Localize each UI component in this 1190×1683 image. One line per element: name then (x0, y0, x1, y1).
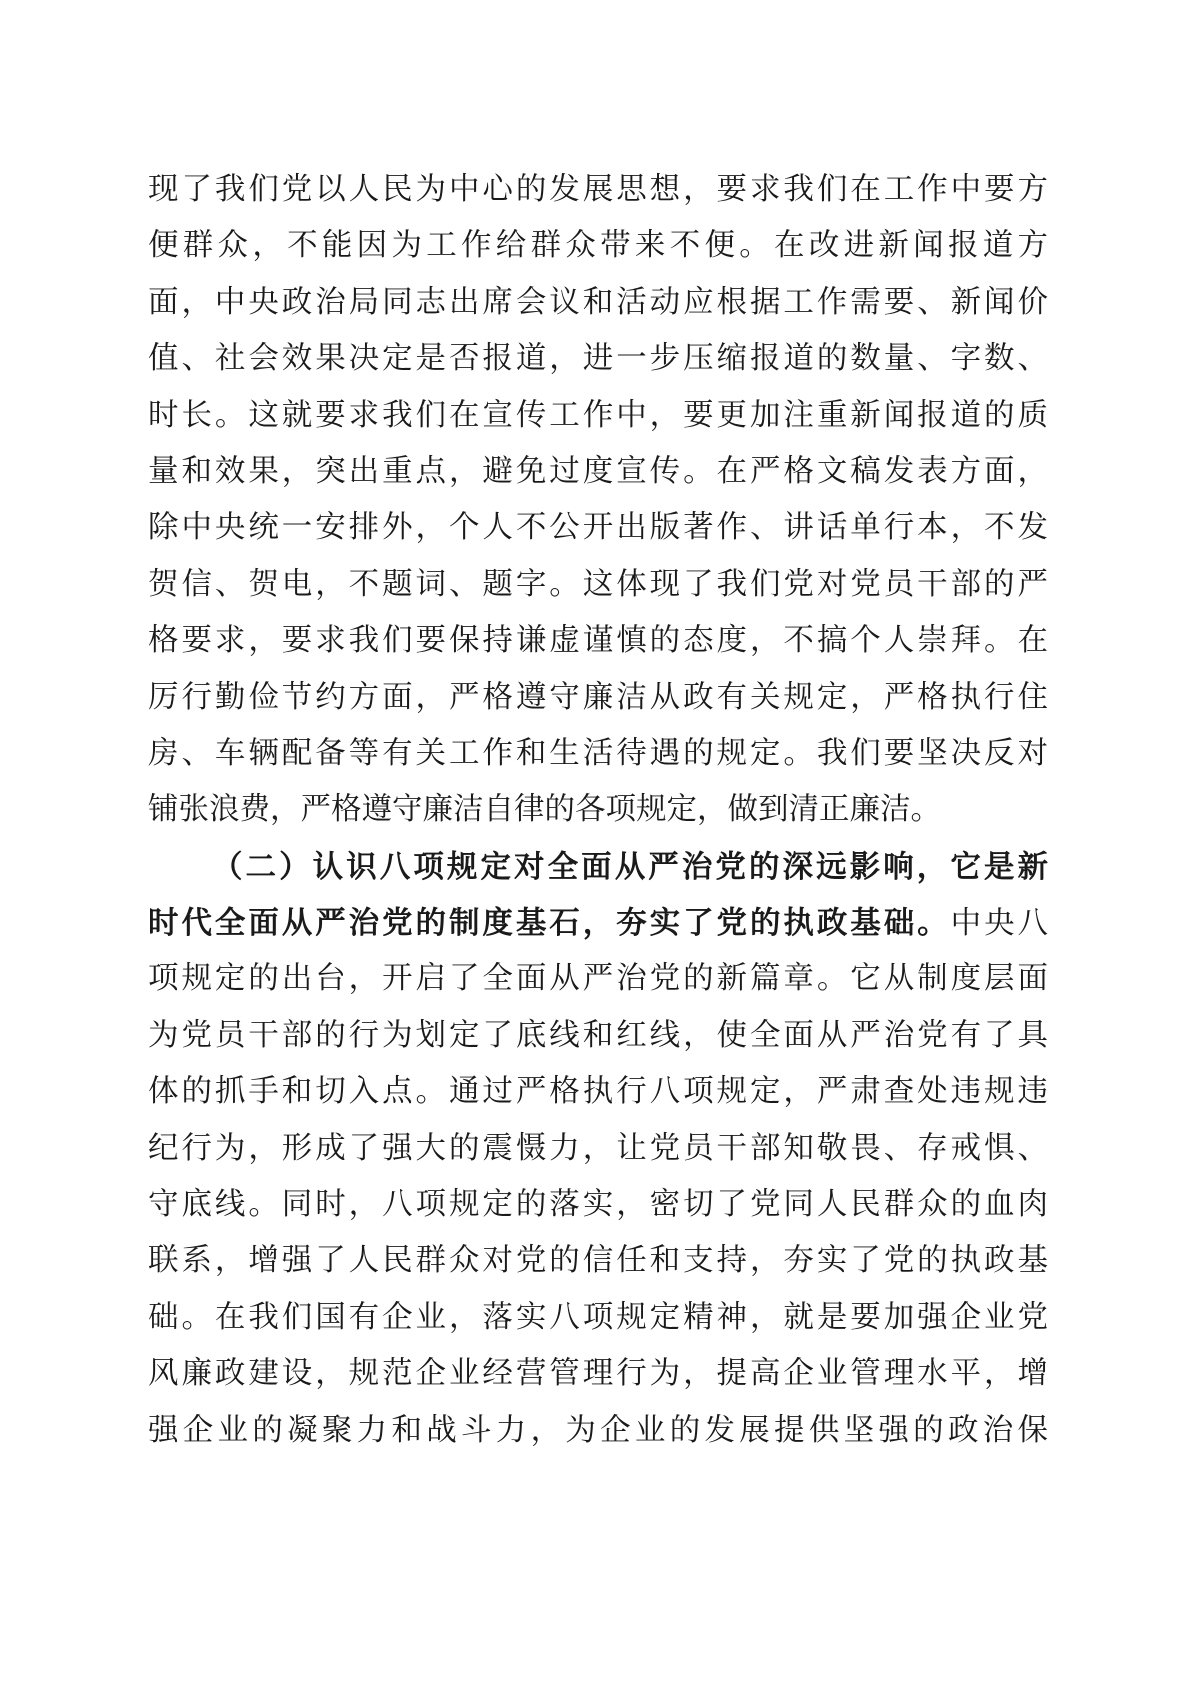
text-line: 房、车辆配备等有关工作和生活待遇的规定。我们要坚决反对 (148, 735, 1048, 771)
text-line: 格要求，要求我们要保持谦虚谨慎的态度，不搞个人崇拜。在 (148, 623, 1048, 659)
paragraph-2 (148, 839, 1048, 1459)
text-line: 联系，增强了人民群众对党的信任和支持，夯实了党的执政基 (148, 1243, 1048, 1279)
text-line: 值、社会效果决定是否报道，进一步压缩报道的数量、字数、 (148, 341, 1048, 377)
section-heading-text: （二）认识八项规定对全面从严治党的深远影响，它是新 (212, 848, 1048, 885)
document-body (148, 162, 1048, 1459)
section-heading-line (148, 839, 1048, 895)
text-line: 为党员干部的行为划定了底线和红线，使全面从严治党有了具 (148, 1017, 1048, 1053)
text-line: 时长。这就要求我们在宣传工作中，要更加注重新闻报道的质 (148, 397, 1048, 433)
text-line: 贺信、贺电，不题词、题字。这体现了我们党对党员干部的严 (148, 566, 1048, 602)
text-line: 量和效果，突出重点，避免过度宣传。在严格文稿发表方面， (148, 453, 1048, 489)
section-heading-text: 时代全面从严治党的制度基石，夯实了党的执政基础。 (148, 905, 951, 942)
text-line: 强企业的凝聚力和战斗力，为企业的发展提供坚强的政治保 (148, 1412, 1048, 1448)
text-line: 现了我们党以人民为中心的发展思想，要求我们在工作中要方 (148, 172, 1048, 207)
text-line: 守底线。同时，八项规定的落实，密切了党同人民群众的血肉 (148, 1187, 1048, 1223)
text-line: 体的抓手和切入点。通过严格执行八项规定，严肃查处违规违 (148, 1074, 1048, 1110)
text-line: 铺张浪费，严格遵守廉洁自律的各项规定，做到清正廉洁。 (148, 792, 941, 828)
text-line: 纪行为，形成了强大的震慑力，让党员干部知敬畏、存戒惧、 (148, 1130, 1048, 1166)
text-line: 厉行勤俭节约方面，严格遵守廉洁从政有关规定，严格执行住 (148, 679, 1048, 715)
text-line: 除中央统一安排外，个人不公开出版著作、讲话单行本，不发 (148, 510, 1048, 546)
text-line: 便群众，不能因为工作给群众带来不便。在改进新闻报道方 (148, 228, 1048, 264)
section-heading-line: 时代全面从严治党的制度基石，夯实了党的执政基础。中央八 (148, 905, 1049, 942)
text-line: 风廉政建设，规范企业经营管理行为，提高企业管理水平，增 (148, 1356, 1048, 1392)
paragraph-1 (148, 162, 1048, 839)
text-line: 项规定的出台，开启了全面从严治党的新篇章。它从制度层面 (148, 961, 1048, 997)
text-line: 础。在我们国有企业，落实八项规定精神，就是要加强企业党 (148, 1299, 1048, 1335)
text-line: 面，中央政治局同志出席会议和活动应根据工作需要、新闻价 (148, 284, 1048, 320)
